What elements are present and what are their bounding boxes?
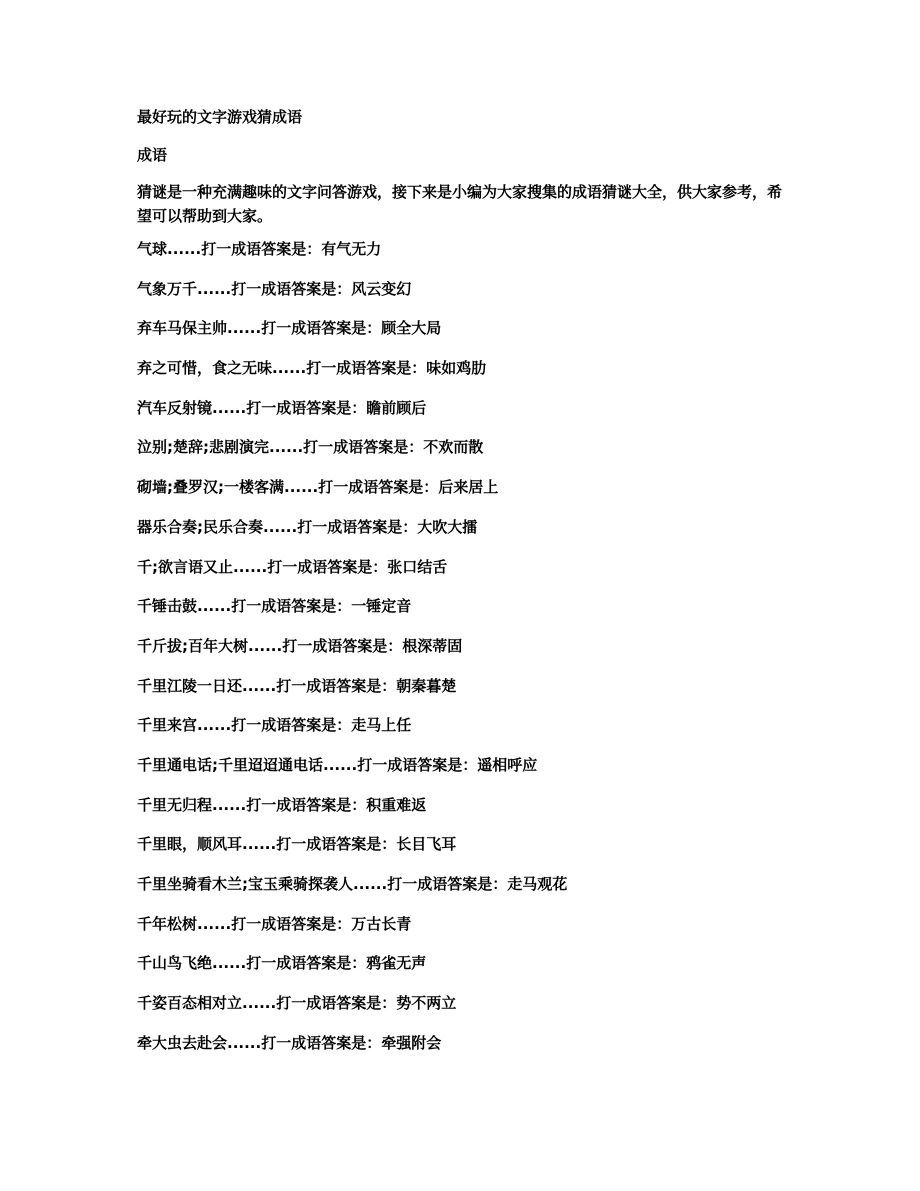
riddle-item: 千锤击鼓......打一成语答案是：一锤定音 [137, 597, 412, 616]
intro-paragraph: 猜谜是一种充满趣味的文字问答游戏，接下来是小编为大家搜集的成语猜谜大全，供大家参考，希望可以帮助到大家。 [137, 183, 783, 225]
riddle-item: 泣别;楚辞;悲剧演完......打一成语答案是：不欢而散 [137, 438, 484, 457]
riddle-item: 弃车马保主帅......打一成语答案是：顾全大局 [137, 319, 442, 338]
riddle-item: 千里无归程......打一成语答案是：积重难返 [137, 795, 427, 814]
riddle-item: 千里江陵一日还......打一成语答案是：朝秦暮楚 [137, 676, 457, 695]
document-subtitle: 成语 [137, 146, 168, 164]
riddle-item: 千里通电话;千里迢迢通电话......打一成语答案是：遥相呼应 [137, 755, 538, 774]
riddle-item: 千年松树......打一成语答案是：万古长青 [137, 914, 412, 933]
riddle-item: 弃之可惜，食之无味......打一成语答案是：味如鸡肋 [137, 359, 487, 378]
riddle-item: 牵大虫去赴会......打一成语答案是：牵强附会 [137, 1033, 442, 1052]
riddle-item: 汽车反射镜......打一成语答案是：瞻前顾后 [137, 398, 427, 417]
riddle-item: 气象万千......打一成语答案是：风云变幻 [137, 279, 412, 298]
riddle-item: 器乐合奏;民乐合奏......打一成语答案是：大吹大擂 [137, 517, 478, 536]
riddle-list [137, 238, 797, 1054]
riddle-item: 千姿百态相对立......打一成语答案是：势不两立 [137, 994, 457, 1013]
riddle-item: 千里眼，顺风耳......打一成语答案是：长目飞耳 [137, 835, 457, 854]
riddle-item: 千斤拔;百年大树......打一成语答案是：根深蒂固 [137, 636, 463, 655]
riddle-item: 千;欲言语又止......打一成语答案是：张口结舌 [137, 557, 448, 576]
document-title: 最好玩的文字游戏猜成语 [137, 108, 303, 126]
riddle-item: 千山鸟飞绝......打一成语答案是：鸦雀无声 [137, 954, 427, 973]
riddle-item: 气球......打一成语答案是：有气无力 [137, 240, 382, 258]
riddle-item: 千里来宫......打一成语答案是：走马上任 [137, 716, 412, 735]
riddle-item: 千里坐骑看木兰;宝玉乘骑探袭人......打一成语答案是：走马观花 [137, 875, 568, 893]
document-page [137, 106, 797, 1071]
riddle-item: 砌墙;叠罗汉;一楼客满......打一成语答案是：后来居上 [137, 478, 499, 497]
